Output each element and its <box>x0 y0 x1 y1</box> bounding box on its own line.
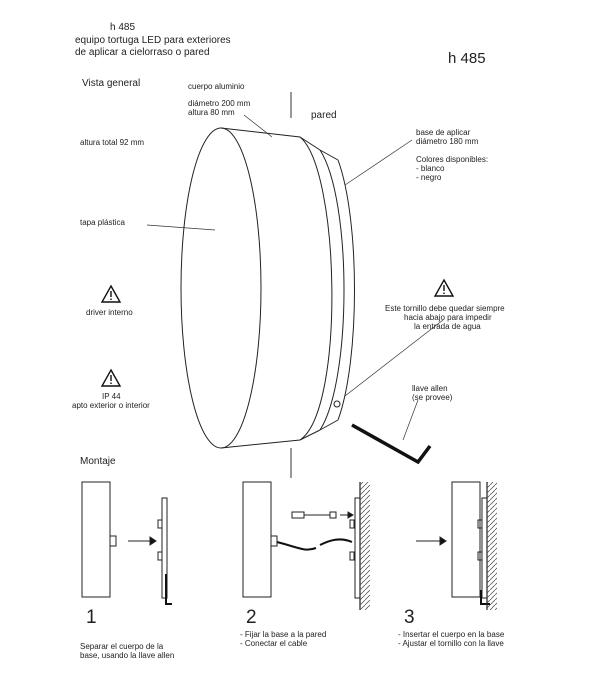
label-pared: pared <box>311 110 337 121</box>
label-diametro-1: diámetro 200 mm <box>188 99 251 108</box>
step-1-line2: base, usando la llave allen <box>80 651 175 660</box>
label-driver: driver interno <box>86 308 133 317</box>
label-llave-1: llave allen <box>412 384 448 393</box>
step-2-line1: - Fijar la base a la pared <box>240 630 327 639</box>
product-code-small: h 485 <box>110 22 136 33</box>
label-altura-total: altura total 92 mm <box>80 138 145 147</box>
montaje-title: Montaje <box>80 456 116 467</box>
step-2-number: 2 <box>246 607 257 628</box>
color-negro: - negro <box>416 173 442 182</box>
label-ip-2: apto exterior o interior <box>72 401 150 410</box>
step-2-line2: - Conectar el cable <box>240 639 308 648</box>
product-desc-line2: de aplicar a cielorraso o pared <box>75 47 210 58</box>
label-base-1: base de aplicar <box>416 128 471 137</box>
step-3-drawing <box>416 482 497 610</box>
label-tornillo-2: hacia abajo para impedir <box>404 313 492 322</box>
label-cuerpo: cuerpo aluminio <box>188 82 245 91</box>
luminaire-body <box>181 128 355 448</box>
color-blanco: - blanco <box>416 164 445 173</box>
label-tornillo-1: Este tornillo debe quedar siempre <box>385 304 505 313</box>
product-code-large: h 485 <box>448 50 486 67</box>
step-1-number: 1 <box>86 607 97 628</box>
label-diametro-2: altura 80 mm <box>188 108 235 117</box>
step-2-drawing <box>243 482 370 610</box>
product-desc-line1: equipo tortuga LED para exteriores <box>75 35 231 46</box>
set-screw-icon <box>334 401 340 407</box>
label-llave-2: (se provee) <box>412 393 453 402</box>
step-3-line2: - Ajustar el tornillo con la llave <box>398 639 504 648</box>
step-3-line1: - Insertar el cuerpo en la base <box>398 630 505 639</box>
label-base-2: diámetro 180 mm <box>416 137 479 146</box>
step-1-line1: Separar el cuerpo de la <box>80 642 164 651</box>
label-ip-1: IP 44 <box>102 392 121 401</box>
step-3-number: 3 <box>404 607 415 628</box>
label-tapa: tapa plástica <box>80 218 125 227</box>
label-tornillo-3: la entrada de agua <box>414 322 481 331</box>
warning-icon <box>102 280 453 386</box>
warning-marks <box>110 285 444 384</box>
allen-key-icon <box>352 425 430 462</box>
step-1-drawing <box>82 482 172 604</box>
overview-title: Vista general <box>82 78 141 89</box>
colores-title: Colores disponibles: <box>416 155 489 164</box>
